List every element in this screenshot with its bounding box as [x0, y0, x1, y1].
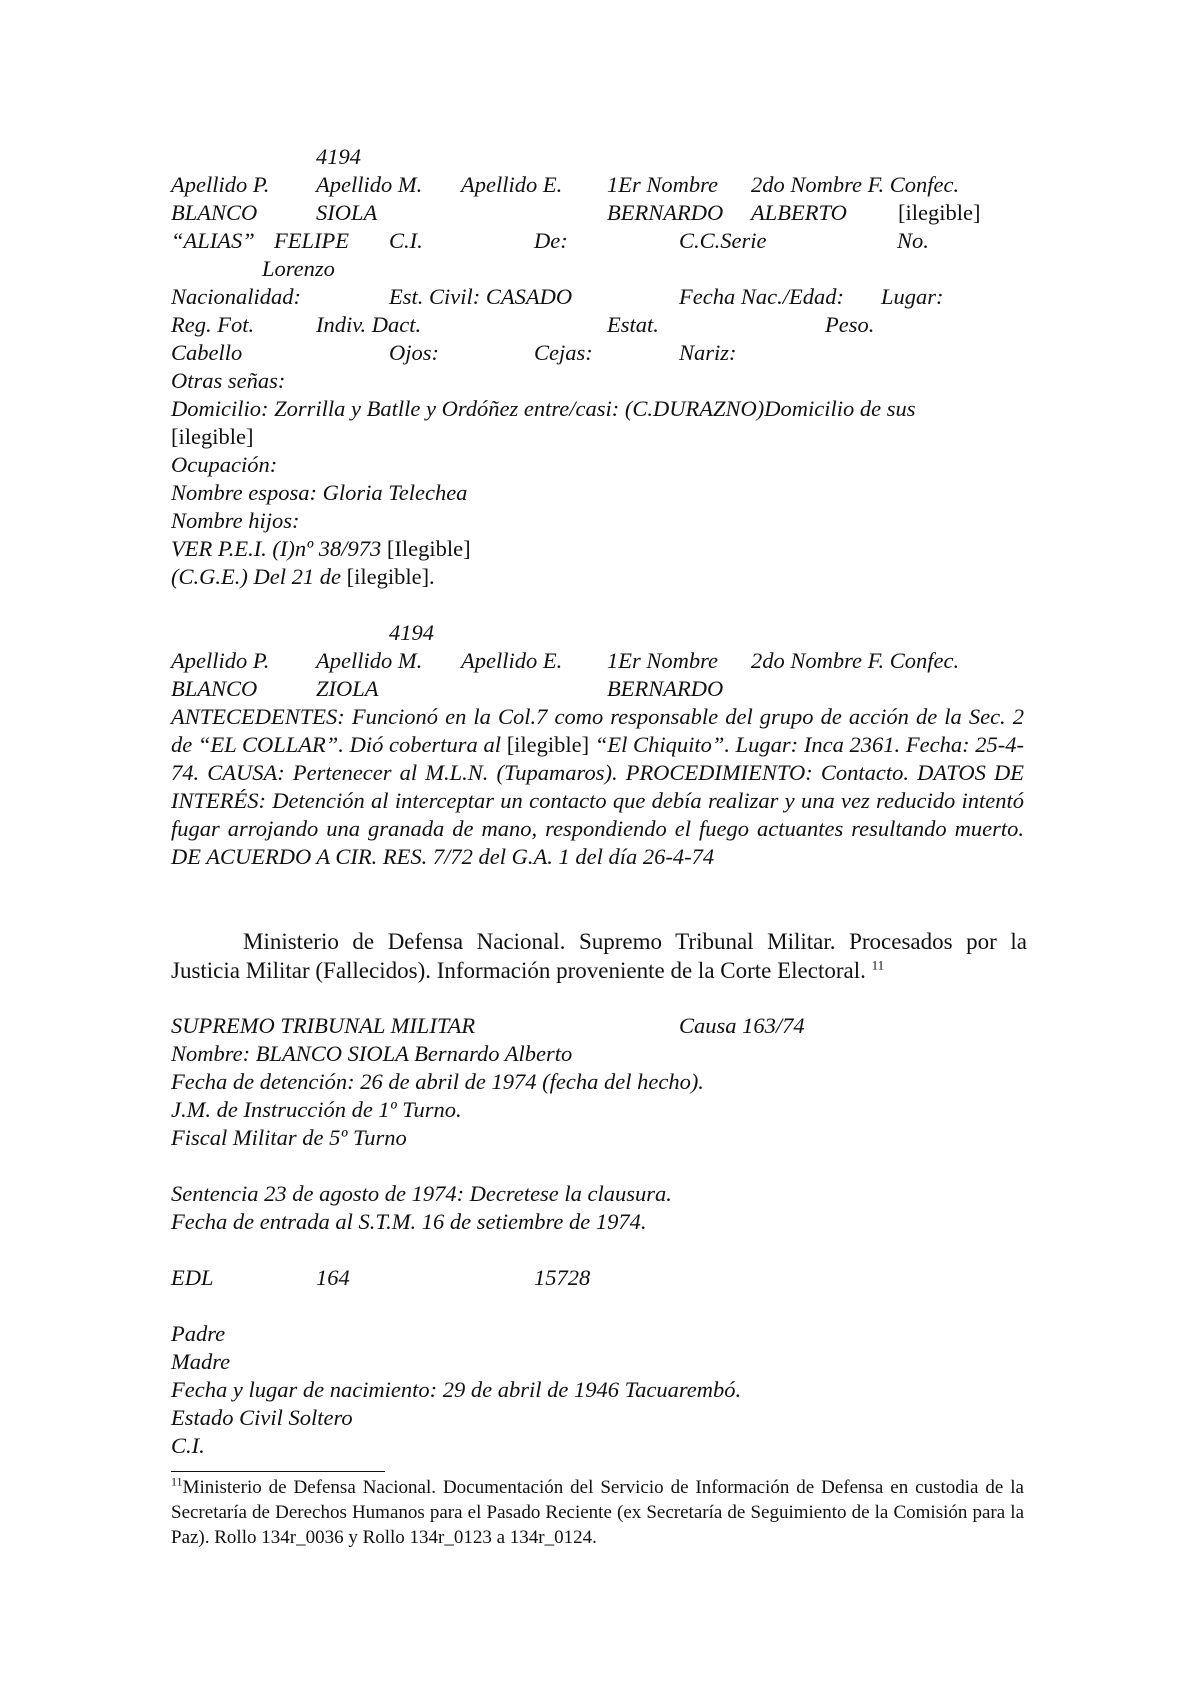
ficha2-antecedentes	[171, 703, 1024, 871]
ficha2-header-2do-nombre: 2do Nombre F. Confec.	[751, 648, 960, 673]
edl-madre: Madre	[171, 1349, 231, 1374]
ficha1-alias-cont: Lorenzo	[262, 256, 335, 281]
ficha2-number: 4194	[389, 620, 434, 645]
edl-label: EDL	[171, 1265, 214, 1290]
stm-sentencia: Sentencia 23 de agosto de 1974: Decretese la clausura.	[171, 1181, 672, 1206]
stm-fecha-entrada: Fecha de entrada al S.T.M. 16 de setiembre de 1974.	[171, 1209, 647, 1234]
ficha1-alias-value: FELIPE	[274, 228, 349, 253]
ficha2-antecedentes-ilegible: [ilegible]	[506, 732, 590, 757]
ficha2-header-apellido-p: Apellido P.	[171, 648, 270, 673]
ficha1-ocupacion: Ocupación:	[171, 452, 278, 477]
ficha1-apellido-m: SIOLA	[316, 200, 378, 225]
ficha1-fecha-nac: Fecha Nac./Edad:	[679, 284, 844, 309]
ficha1-header-2do-nombre: 2do Nombre F. Confec.	[751, 172, 960, 197]
stm-causa: Causa 163/74	[679, 1013, 805, 1038]
ficha1-estat: Estat.	[607, 312, 659, 337]
ficha1-cejas: Cejas:	[534, 340, 593, 365]
ficha1-otras-senas: Otras señas:	[171, 368, 286, 393]
stm-juzgado: J.M. de Instrucción de 1º Turno.	[171, 1097, 462, 1122]
stm-fecha-detencion: Fecha de detención: 26 de abril de 1974 (fecha del hecho).	[171, 1069, 704, 1094]
ficha1-cge-ilegible: [ilegible].	[346, 564, 435, 589]
ficha1-ver-pei-line	[171, 535, 471, 563]
ficha1-cge: (C.G.E.) Del 21 de	[171, 564, 341, 589]
ficha1-nombre2: ALBERTO	[751, 200, 847, 225]
ficha1-ci: C.I.	[389, 228, 423, 253]
ficha1-header-1er-nombre: 1Er Nombre	[607, 172, 719, 197]
edl-value-2: 15728	[534, 1265, 591, 1290]
ficha1-indiv-dact: Indiv. Dact.	[316, 312, 422, 337]
ficha1-ver-pei-ilegible: [Ilegible]	[386, 536, 471, 561]
ficha1-no: No.	[897, 228, 929, 253]
edl-estado-civil: Estado Civil Soltero	[171, 1405, 353, 1430]
ficha2-apellido-p: BLANCO	[171, 676, 258, 701]
ficha2-nombre1: BERNARDO	[607, 676, 724, 701]
ficha1-number: 4194	[316, 144, 361, 169]
ministerio-text: Ministerio de Defensa Nacional. Supremo Tribunal Militar. Procesados por la Justicia Militar (Fallecidos). Información proveniente de la Corte Electoral.	[171, 929, 1027, 983]
ficha1-lugar: Lugar:	[881, 284, 944, 309]
ficha1-est-civil: Est. Civil: CASADO	[389, 284, 573, 309]
ficha1-cc-serie: C.C.Serie	[679, 228, 767, 253]
footnote-reference: 11	[871, 957, 885, 973]
ficha1-header-apellido-m: Apellido M.	[316, 172, 423, 197]
ficha1-nombre1: BERNARDO	[607, 200, 724, 225]
ficha1-cabello: Cabello	[171, 340, 243, 365]
ministerio-paragraph	[171, 927, 1027, 985]
footnote-number: 11	[171, 1474, 183, 1489]
ficha1-alias-label: “ALIAS”	[171, 228, 255, 253]
stm-fiscal: Fiscal Militar de 5º Turno	[171, 1125, 407, 1150]
footnote-text: Ministerio de Defensa Nacional. Documentación del Servicio de Información de Defensa en custodia de la Secretaría de Derechos Humanos para el Pasado Reciente (ex Secretaría de Seguimiento de la Comisión para la Paz). Rollo 134r_0036 y Rollo 134r_0123 a 134r_0124.	[171, 1477, 1024, 1548]
ficha2-apellido-m: ZIOLA	[316, 676, 379, 701]
edl-value-1: 164	[316, 1265, 350, 1290]
ficha2-header-apellido-e: Apellido E.	[461, 648, 563, 673]
ficha1-apellido-p: BLANCO	[171, 200, 258, 225]
edl-ci: C.I.	[171, 1433, 205, 1458]
ficha1-ojos: Ojos:	[389, 340, 439, 365]
ficha1-esposa: Nombre esposa: Gloria Telechea	[171, 480, 468, 505]
stm-nombre: Nombre: BLANCO SIOLA Bernardo Alberto	[171, 1041, 573, 1066]
ficha2-antecedentes-a: ANTECEDENTES: Funcionó en la Col.7 como responsable del grupo de acción de la Sec. 2 de “EL COLLAR”. Dió cobertura al	[171, 704, 1024, 757]
ficha1-hijos: Nombre hijos:	[171, 508, 300, 533]
ficha1-header-apellido-e: Apellido E.	[461, 172, 563, 197]
ficha1-cge-line	[171, 563, 435, 591]
ficha1-domicilio: Domicilio: Zorrilla y Batlle y Ordóñez entre/casi: (C.DURAZNO)Domicilio de sus	[171, 396, 916, 421]
edl-padre: Padre	[171, 1321, 226, 1346]
ficha1-nacionalidad: Nacionalidad:	[171, 284, 301, 309]
ficha1-peso: Peso.	[825, 312, 875, 337]
ficha1-ver-pei: VER P.E.I. (I)nº 38/973	[171, 536, 382, 561]
ficha2-header-1er-nombre: 1Er Nombre	[607, 648, 719, 673]
stm-title: SUPREMO TRIBUNAL MILITAR	[171, 1013, 476, 1038]
ficha1-domicilio-cont: [ilegible]	[171, 424, 254, 449]
footnote-separator	[171, 1471, 385, 1472]
ficha1-confec-ilegible: [ilegible]	[898, 200, 981, 225]
ficha2-antecedentes-b: “El Chiquito”. Lugar: Inca 2361. Fecha: 25-4-74. CAUSA: Pertenecer al M.L.N. (Tupamaros). PROCEDIMIENTO: Contacto. DATOS DE INTERÉS: Detención al interceptar un contacto que debía realizar y una vez reducido intentó fugar arrojando una granada de mano, respondiendo el fuego actuantes resultando muerto. DE ACUERDO A CIR. RES. 7/72 del G.A. 1 del día 26-4-74	[171, 732, 1024, 869]
footnote	[171, 1475, 1024, 1550]
edl-nacimiento: Fecha y lugar de nacimiento: 29 de abril de 1946 Tacuarembó.	[171, 1377, 742, 1402]
ficha1-nariz: Nariz:	[679, 340, 737, 365]
ficha1-de: De:	[534, 228, 568, 253]
ficha1-header-apellido-p: Apellido P.	[171, 172, 270, 197]
ficha1-reg-fot: Reg. Fot.	[171, 312, 255, 337]
ficha2-header-apellido-m: Apellido M.	[316, 648, 423, 673]
